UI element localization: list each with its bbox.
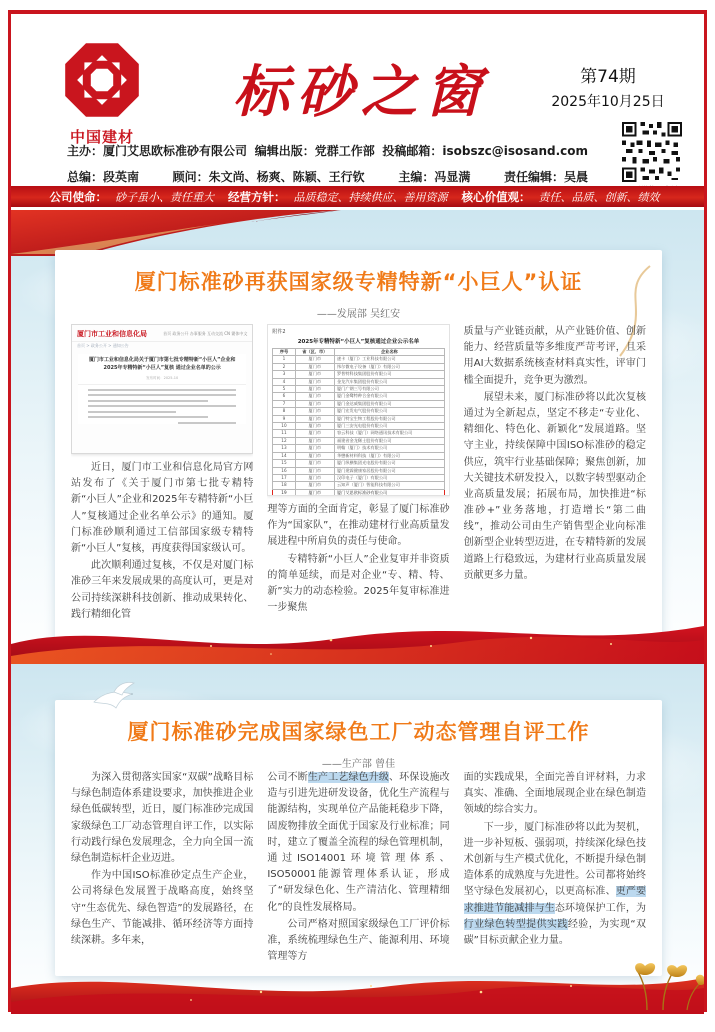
article1-title: 厦门标准砂再获国家级专精特新“小巨人”认证 [134,270,583,294]
table-row: 2 厦门市 纬尔微电子设备（厦门）有限公司 [273,363,444,370]
attachment-label: 附件2 [272,329,286,335]
article2-col2 [267,770,449,966]
article1-paragraph: 展望未来，厦门标准砂将以此次复核通过为全新起点，坚定不移走“专业化、精细化、特色化、新颖化”发展道路。坚守主业，持续保障中国ISO标准砂的稳定供应，筑牢行业基础保障；聚焦创新，加大关键技术研发投入，以数字转型驱动企业高质量发展；拓展布局，加快推进“标准砂+”业务落地，打造增长“第二曲线”，推动公司由生产销售型企业向标准创新型企业转型迈进，在专精特新的发展道路上行稳致远，为建材行业高质量发展贡献更多力量。 [463,391,646,581]
red-wave-divider [11,612,704,664]
table-row: 10 厦门市 厦门三安光电股份有限公司 [273,423,444,430]
article2-paragraph: 作为中国ISO标准砂定点生产企业，公司将绿色发展置于战略高度，始终坚守“生态优先、绿色智造”的发展路径，在绿色生产、节能减排、循环经济等方面持续深耕。多年来， [71,870,254,946]
article1-byline: ——发展部 吴红安 [316,309,401,320]
paragraph-segment: 公司不断 [267,772,308,783]
table-row: 3 厦门市 罗普特科技集团股份有限公司 [273,371,444,378]
gov-website-screenshot [71,324,253,454]
article2-paragraph: 公司严格对照国家级绿色工厂评价标准，系统梳理绿色生产、能源利用、环境管理等方 [267,918,450,963]
table-row: 7 厦门市 厦门金达威集团股份有限公司 [273,400,444,407]
paragraph-segment: 下一步，厦门标准砂将以此为契机，进一步补短板、强弱项，持续深化绿色技术创新与生产模式优化，不断提升绿色制造体系的成熟度与先进性。公司都将始终坚守绿色发展初心，以更高标准、 [463,821,646,898]
issue-date: 2025年10月25日 [551,94,665,110]
text-skeleton-line [88,411,176,413]
article2-paragraph [267,770,449,916]
bottom-red-wave [11,962,704,1014]
article2-paragraph [464,820,646,950]
col-header-company: 企业名称 [334,349,444,356]
table-row: 1 厦门市 速卡（厦门）工业科技有限公司 [273,356,444,363]
col-header-index: 序号 [273,349,295,356]
policy-value: 品质稳定、持续供应、善用资源 [293,190,448,204]
logo-text: 中国建材 [69,128,134,146]
table-row: 18 厦门市 云知声（厦门）智能科技有限公司 [273,482,444,489]
highlighted-text: 行业绿色转型提供实践 [463,918,568,930]
submission-email: 投稿邮箱：isobszc@isosand.com [382,144,588,158]
table-row: 16 厦门市 厦门建霖健康家居股份有限公司 [273,467,444,474]
text-skeleton-line [88,416,208,418]
gov-breadcrumb: 首页 > 政务公开 > 通知公告 [72,341,252,350]
highlighted-text: 更严要求推进节能减排与生 [463,886,646,914]
table-row: 12 厦门市 福建省金龙稀土股份有限公司 [273,437,444,444]
article1-columns [71,324,646,638]
gov-doc-meta: 发布时间：2025-10 [78,374,246,385]
article1-paragraph: 近日，厦门市工业和信息化局官方网站发布了《关于厦门市第七批专精特新“小巨人”企业和2025年专精特新“小巨人”复核通过企业名单公示》的通知。厦门标准砂顺利通过工信部国家级专精特新“小巨人”复核，再度获得国家级认可。 [71,462,254,554]
text-skeleton-line [88,389,236,391]
dove-icon [88,678,144,712]
table-row: 13 厦门市 明翰（厦门）技术有限公司 [273,445,444,452]
newsletter-title: 标砂之窗 [233,59,489,125]
mission-value: 砂子虽小、责任重大 [115,190,214,204]
cnbm-logo-icon [62,40,142,120]
paragraph-segment: 、环保设施改造与引进先进研发设备，优化生产流程与能源结构，实现单位产品能耗稳步下降，固废物排放全面优于国家及行业标准；同时，建立了覆盖全流程的绿色管理机制，通过ISO14001环境管理体系、ISO50001能源管理体系认证，形成了“研发绿色化、生产清洁化、管理精细化”的良性发展格局。 [267,772,450,913]
advisors: 顾问：朱文尚、杨爽、陈颖、王行钦 [172,170,365,184]
article1-paragraph: 质量与产业链贡献，从产业链价值、创新能力、经营质量等多维度严苛考评，且采用AI大数据系统核查材料真实性，评审门槛全面提升，竞争更为激烈。 [463,326,646,386]
article1-col2 [267,324,449,638]
responsible-editor: 责任编辑：吴晨 [503,170,588,184]
article2-title: 厦门标准砂完成国家绿色工厂动态管理自评工作 [127,720,590,744]
table-row: 4 厦门市 金龙汽车集团股份有限公司 [273,378,444,385]
article1-paragraph: 理等方面的全面肯定，彰显了厦门标准砂作为“国家队”，在推动建材行业高质量发展进程中所肩负的责任与使命。 [267,504,450,548]
highlighted-text: 生产工艺绿色升级 [307,772,389,783]
chief-editor: 总编：段英南 [67,170,140,184]
policy-label: 经营方针： [228,189,286,204]
appendix-table-body [273,356,444,496]
gov-site-name: 厦门市工业和信息化局 [77,330,147,338]
table-row: 9 厦门市 厦门特宝生物工程股份有限公司 [273,415,444,422]
table-row: 6 厦门市 厦门金鹭特种合金有限公司 [273,393,444,400]
issue-info [538,62,678,111]
article2-col1 [71,770,253,966]
article2-card [55,700,662,976]
table-row: 5 厦门市 厦门广钢三号有限公司 [273,386,444,393]
article2-columns [71,770,646,966]
gov-doc-title: 厦门市工业和信息化局关于厦门市第七批专精特新“小巨人”企业和2025年专精特新“小巨人”复核 通过企业名单的公示 [88,357,236,371]
table-row: 14 厦门市 华懋新材料科技（厦门）有限公司 [273,452,444,459]
company-values-banner [11,186,704,207]
table-row: 17 厦门市 汉印电子（厦门）有限公司 [273,474,444,481]
organizer: 主办：厦门艾思欧标准砂有限公司 [67,144,248,158]
article2-col3 [464,770,646,966]
publisher: 编辑出版：党群工作部 [254,144,375,158]
table-row: 15 厦门市 厦门纵横集团光电股份有限公司 [273,460,444,467]
article1-paragraph: 此次顺利通过复核，不仅是对厦门标准砂三年来发展成果的高度认可，更是对公司持续深耕科技创新、推动成果转化、践行精细化管 [71,560,254,620]
mission-label: 公司使命： [49,189,107,204]
values-value: 责任、品质、创新、绩效 [538,190,660,204]
page-frame-right [704,10,707,1012]
table-row: 19 厦门市 厦门艾思欧标准砂有限公司 [273,489,444,496]
gov-site-nav: 首页 政务公开 办事服务 互动交流 CN 繁体中文 [163,331,248,336]
article2-byline: ——生产部 曾佳 [321,759,396,770]
table-header-row [273,349,444,356]
text-skeleton-line [88,400,208,402]
editor-in-chief: 主编：冯显满 [398,170,471,184]
article1-col1 [71,324,253,638]
text-skeleton-line [178,422,236,424]
issue-number: 第74期 [580,67,636,87]
article1-section [11,210,704,662]
article1-paragraph: 专精特新“小巨人”企业复审并非资质的简单延续，而是对企业“专、精、特、新”实力的动态检验。2025年复审标准进一步聚焦 [267,553,450,614]
appendix-table-image [267,324,449,496]
masthead-header [11,14,704,186]
values-label: 核心价值观： [461,189,531,204]
article1-col3 [464,324,646,638]
paragraph-segment: 态环境保护工作，为 [554,902,646,914]
paragraph-segment: 经验，为实现“双碳”目标贡献企业力量。 [463,918,646,946]
table-row: 11 厦门市 容云科技（厦门）网络通讯技术有限公司 [273,430,444,437]
text-skeleton-line [88,405,236,407]
footer-margin [0,1014,715,1032]
article2-paragraph: 为深入贯彻落实国家“双碳”战略目标与绿色制造体系建设要求，加快推进企业绿色低碳转型，近日，厦门标准砂完成国家级绿色工厂动态管理自评工作，以实际行动践行绿色发展理念，全力向全国一流绿色制造标杆企业迈进。 [71,772,254,864]
article2-paragraph: 面的实践成果，全面完善自评材料，力求真实、准确、全面地展现企业在绿色制造领域的综合实力。 [463,772,646,816]
col-header-province: 省（区、市） [295,349,334,356]
appendix-table [272,348,444,496]
wechat-qr-code [622,122,682,182]
cnbm-logo [59,40,145,147]
text-skeleton-line [88,394,236,396]
table-row: 8 厦门市 厦门宏发电气股份有限公司 [273,408,444,415]
article1-card [55,250,662,648]
appendix-table-title: 2025年专精特新“小巨人”复核通过企业公示名单 [297,339,420,345]
article2-section [11,664,704,1012]
